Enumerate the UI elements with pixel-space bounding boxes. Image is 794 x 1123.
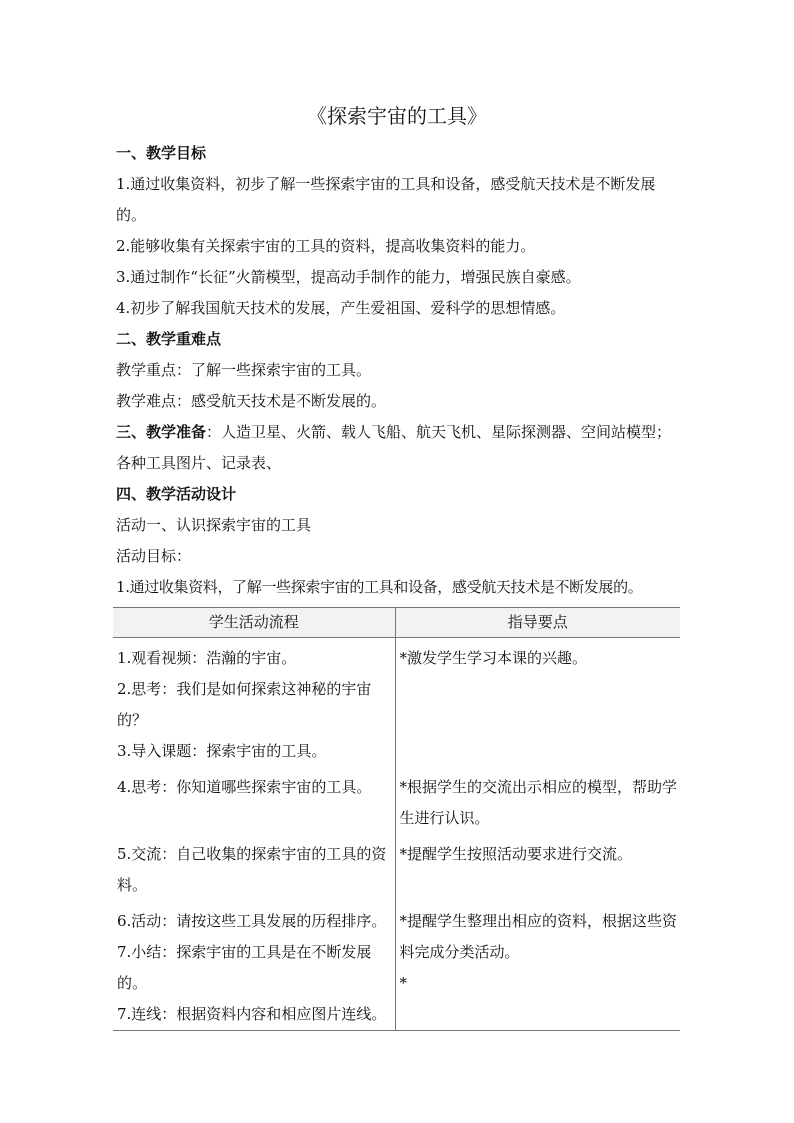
table-cell-guidance bbox=[395, 901, 680, 1031]
activity-goal: 1.通过收集资料，了解一些探索宇宙的工具和设备，感受航天技术是不断发展的。 bbox=[116, 578, 643, 596]
table-cell-student bbox=[113, 901, 395, 1031]
cell-line: *提醒学生按照活动要求进行交流。 bbox=[399, 845, 633, 863]
preparation-paragraph bbox=[116, 417, 682, 479]
table-cell-guidance bbox=[395, 638, 680, 768]
cell-line: 6.活动：请按这些工具发展的历程排序。 bbox=[117, 912, 387, 930]
goal-item-1: 1.通过收集资料，初步了解一些探索宇宙的工具和设备，感受航天技术是不断发展的。 bbox=[116, 175, 656, 224]
activity-goal-label: 活动目标： bbox=[116, 547, 192, 565]
table-row bbox=[113, 767, 680, 834]
section-heading-key-points: 二、教学重难点 bbox=[116, 330, 222, 348]
preparation-text: ：人造卫星、火箭、载人飞船、航天飞机、星际探测器、空间站模型；各种工具图片、记录表、 bbox=[116, 423, 672, 472]
goal-item-4: 4.初步了解我国航天技术的发展，产生爱祖国、爱科学的思想情感。 bbox=[116, 299, 566, 317]
table-header-student-process: 学生活动流程 bbox=[113, 608, 395, 638]
document-body bbox=[116, 138, 682, 603]
difficult-point: 教学难点：感受航天技术是不断发展的。 bbox=[116, 392, 387, 410]
activity-one-title: 活动一、认识探索宇宙的工具 bbox=[116, 516, 312, 534]
cell-line: *提醒学生整理出相应的资料，根据这些资料完成分类活动。 bbox=[399, 912, 678, 961]
cell-line: * bbox=[399, 974, 407, 992]
cell-line: 5.交流：自己收集的探索宇宙的工具的资料。 bbox=[117, 845, 387, 894]
cell-line: 7.小结：探索宇宙的工具是在不断发展的。 bbox=[117, 943, 372, 992]
cell-line: *根据学生的交流出示相应的模型，帮助学生进行认识。 bbox=[399, 778, 678, 827]
cell-line: 4.思考：你知道哪些探索宇宙的工具。 bbox=[117, 778, 372, 796]
document-title: 《探索宇宙的工具》 bbox=[307, 104, 487, 128]
cell-line: 7.连线：根据资料内容和相应图片连线。 bbox=[117, 1005, 387, 1023]
cell-line: 3.导入课题：探索宇宙的工具。 bbox=[117, 742, 327, 760]
table-row bbox=[113, 834, 680, 901]
table-header-guidance: 指导要点 bbox=[395, 608, 680, 638]
section-heading-preparation: 三、教学准备 bbox=[116, 423, 207, 441]
table-row bbox=[113, 638, 680, 768]
section-heading-goals: 一、教学目标 bbox=[116, 144, 207, 162]
table-cell-student bbox=[113, 638, 395, 768]
table-row bbox=[113, 901, 680, 1031]
cell-line: *激发学生学习本课的兴趣。 bbox=[399, 649, 588, 667]
goal-item-3: 3.通过制作“长征”火箭模型，提高动手制作的能力，增强民族自豪感。 bbox=[116, 268, 581, 286]
key-point: 教学重点：了解一些探索宇宙的工具。 bbox=[116, 361, 372, 379]
goal-item-2: 2.能够收集有关探索宇宙的工具的资料，提高收集资料的能力。 bbox=[116, 237, 536, 255]
table-header-row bbox=[113, 608, 680, 638]
activity-table bbox=[113, 607, 680, 1031]
table-cell-guidance bbox=[395, 767, 680, 834]
cell-line: 2.思考：我们是如何探索这神秘的宇宙的？ bbox=[117, 680, 372, 729]
section-heading-activity: 四、教学活动设计 bbox=[116, 485, 237, 503]
cell-line: 1.观看视频：浩瀚的宇宙。 bbox=[117, 649, 297, 667]
table-cell-guidance bbox=[395, 834, 680, 901]
table-cell-student bbox=[113, 767, 395, 834]
table-cell-student bbox=[113, 834, 395, 901]
